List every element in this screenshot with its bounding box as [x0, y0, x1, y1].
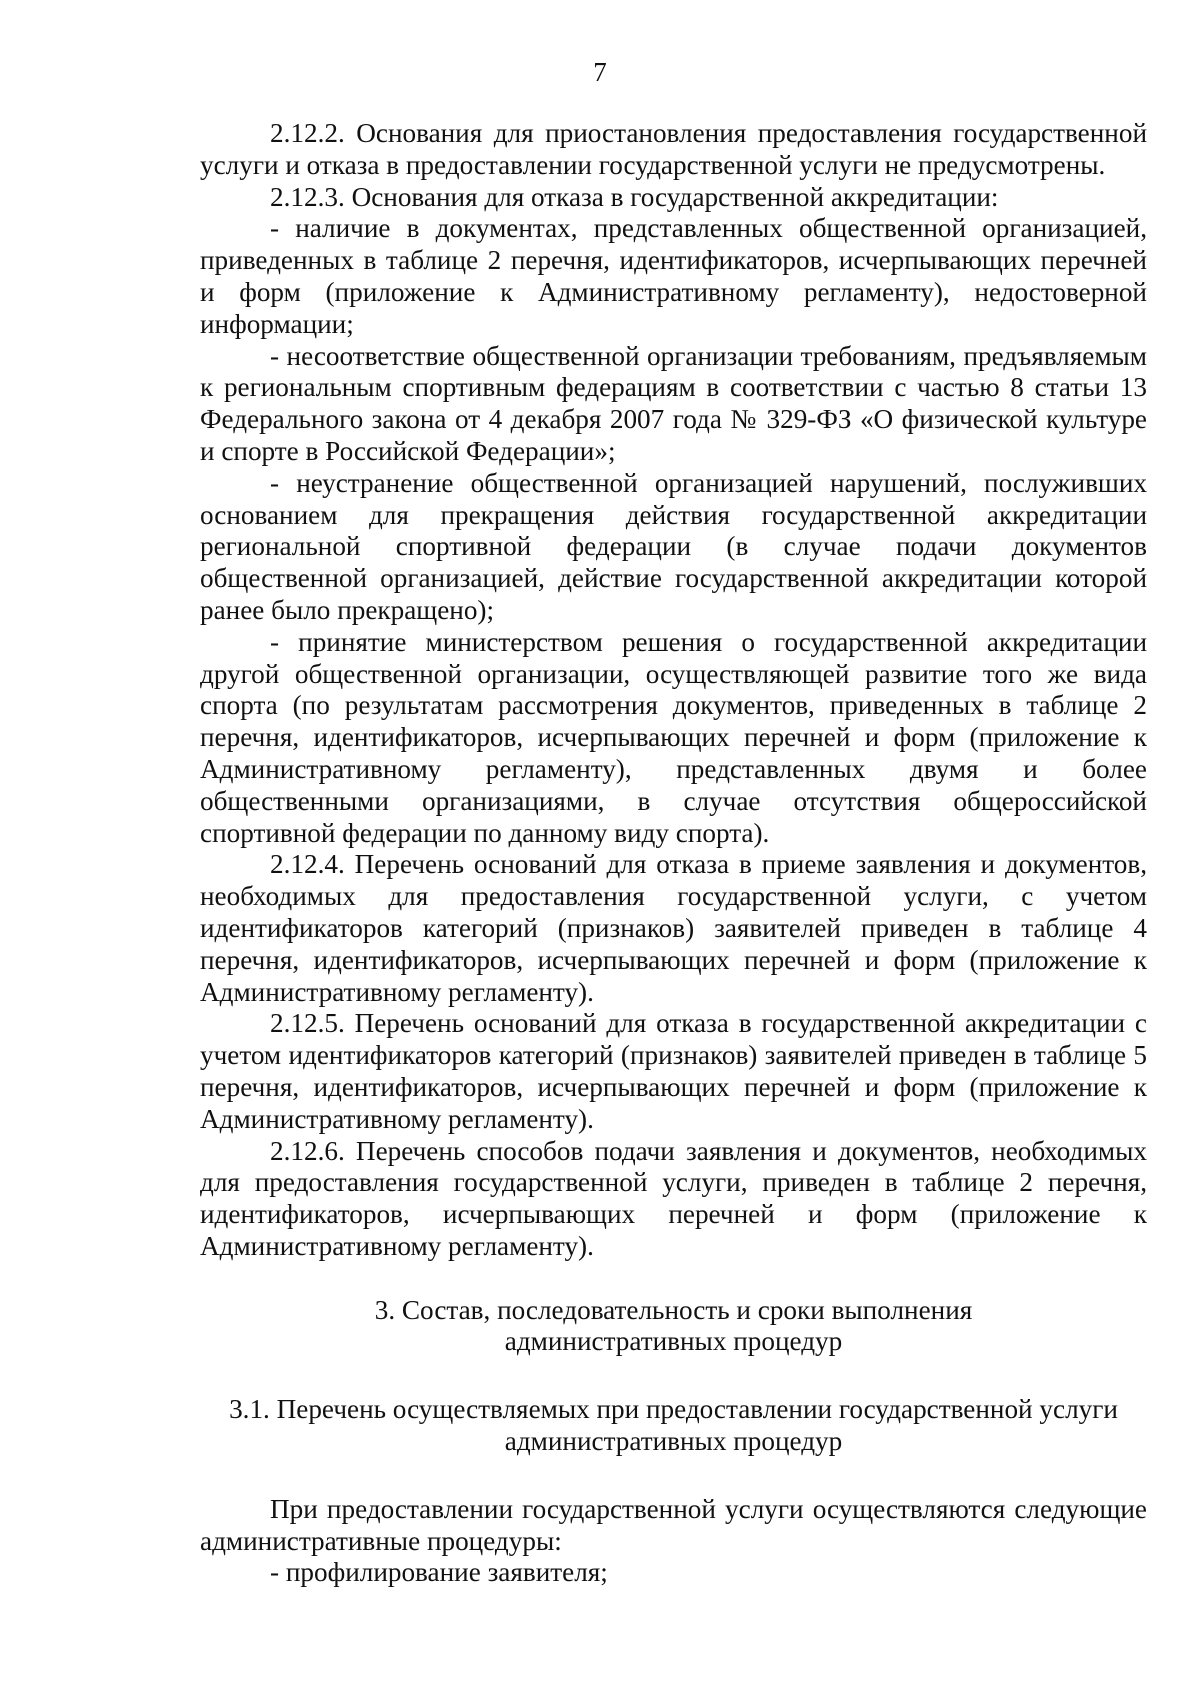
- list-item-violations-not-eliminated: - неустранение общественной организацией нарушений, послуживших основанием для прекращения действия государственной аккредитации региональной спортивной федерации (в случае подачи документов общественной организацией, действие государственной аккредитации которой ранее было прекращено);: [200, 467, 1147, 625]
- list-item-applicant-profiling: - профилирование заявителя;: [270, 1557, 608, 1588]
- list-item-nonconformity: - несоответствие общественной организации требованиям, предъявляемым к региональным спортивным федерациям в соответствии с частью 8 статьи 13 Федерального закона от 4 декабря 2007 года № 329-ФЗ «О физической культуре и спорте в Российской Федерации»;: [200, 340, 1147, 466]
- paragraph-2-12-2: 2.12.2. Основания для приостановления предоставления государственной услуги и отказа в предоставлении государственной услуги не предусмотрены.: [200, 118, 1147, 180]
- section-3-1-heading-line-1: 3.1. Перечень осуществляемых при предоставлении государственной услуги: [229, 1394, 1118, 1425]
- section-3-heading: [200, 1295, 1147, 1359]
- section-3-heading-line-2: административных процедур: [504, 1326, 843, 1357]
- paragraph-2-12-5: 2.12.5. Перечень оснований для отказа в государственной аккредитации с учетом идентификаторов категорий (признаков) заявителей приведен в таблице 5 перечня, идентификаторов, исчерпывающих перечней и форм (приложение к Административному регламенту).: [200, 1008, 1147, 1134]
- paragraph-2-12-4: 2.12.4. Перечень оснований для отказа в приеме заявления и документов, необходимых для предоставления государственной услуги, с учетом идентификаторов категорий (признаков) заявителей приведен в таблице 4 перечня, идентификаторов, исчерпывающих перечней и форм (приложение к Административному регламенту).: [200, 849, 1147, 1007]
- list-item-false-information: - наличие в документах, представленных общественной организацией, приведенных в таблице 2 перечня, идентификаторов, исчерпывающих перечней и форм (приложение к Административному регламенту), недостоверной информации;: [200, 213, 1147, 339]
- section-3-1-heading: [200, 1394, 1147, 1458]
- paragraph-procedures-intro: При предоставлении государственной услуги осуществляются следующие административные процедуры:: [200, 1493, 1147, 1556]
- list-item-other-organization-accredited: - принятие министерством решения о государственной аккредитации другой общественной организации, осуществляющей развитие того же вида спорта (по результатам рассмотрения документов, приведенных в таблице 2 перечня, идентификаторов, исчерпывающих перечней и форм (приложение к Административному регламенту), представленных двумя и более общественными организациями, в случае отсутствия общероссийской спортивной федерации по данному виду спорта).: [200, 626, 1147, 848]
- paragraph-2-12-6: 2.12.6. Перечень способов подачи заявления и документов, необходимых для предоставления государственной услуги, приведен в таблице 2 перечня, идентификаторов, исчерпывающих перечней и форм (приложение к Административному регламенту).: [200, 1135, 1147, 1261]
- section-3-heading-line-1: 3. Состав, последовательность и сроки выполнения: [374, 1294, 973, 1325]
- section-3-1-heading-line-2: административных процедур: [504, 1426, 843, 1457]
- document-body: [200, 118, 1147, 1589]
- paragraph-2-12-3: 2.12.3. Основания для отказа в государственной аккредитации:: [270, 181, 999, 212]
- page-number: 7: [593, 57, 607, 87]
